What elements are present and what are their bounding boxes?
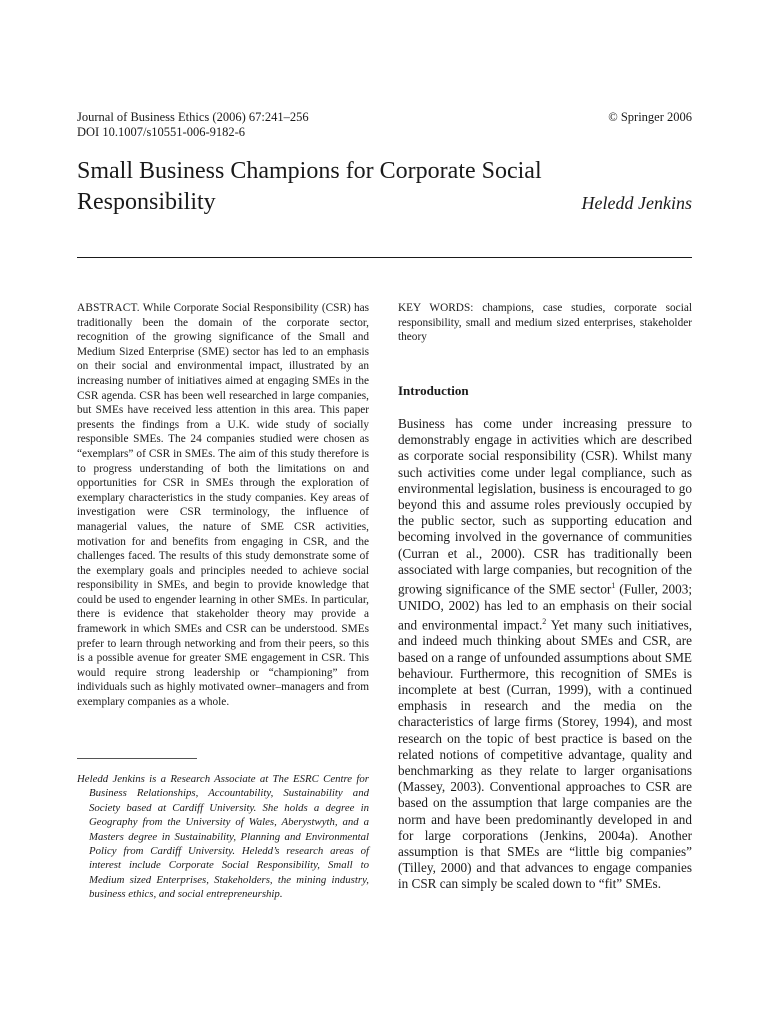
abstract-label: ABSTRACT.	[77, 302, 140, 314]
author-bio: Heledd Jenkins is a Research Associate at The ESRC Centre for Business Relationships, Accountability, Sustainability and Society based at Cardiff University. She holds a degree in Geography from the University of Wales, Aberystwyth, and a Masters degree in Sustainability, Planning and Environmental Policy from Cardiff University. Heledd’s research areas of interest include Corporate Social Responsibility, Small to Medium sized Enterprises, Stakeholders, the mining industry, business ethics, and social entrepreneurship.	[77, 773, 369, 901]
doi: DOI 10.1007/s10551-006-9182-6	[77, 125, 246, 139]
copyright-notice: © Springer 2006	[608, 110, 692, 124]
keywords-text: champions, case studies, corporate social responsibility, small and medium sized enterprises, stakeholder theory	[398, 302, 692, 344]
keywords-label: KEY WORDS:	[398, 302, 474, 314]
title-rule	[77, 257, 692, 258]
intro-text-2: (Fuller, 2003; UNIDO, 2002) has led to an emphasis on their social and environmental impact.	[398, 581, 692, 633]
intro-text-1: Business has come under increasing pressure to demonstrably engage in activities which are described as corporate social responsibility (CSR). Whilst many such activities come under legal compliance, such as environmental legislation, business is encouraged to go beyond this and assume roles previously occupied by the public sector, such as supporting education and becoming involved in the governance of communities (Curran et al., 2000). CSR has traditionally been associated with large companies, but recognition of the growing significance of the SME sector	[398, 416, 692, 597]
bio-divider	[77, 758, 197, 759]
abstract	[77, 301, 369, 710]
abstract-text: While Corporate Social Responsibility (CSR) has traditionally been the domain of the corporate sector, recognition of the growing significance of the Small and Medium Sized Enterprise (SME) sector has led to an emphasis on their social and environmental impact, illustrated by an increasing number of initiatives aimed at engaging SMEs in the CSR agenda. CSR has been well researched in large companies, but SMEs have received less attention in this area. This paper presents the findings from a U.K. wide study of socially responsible SMEs. The 24 companies studied were chosen as “exemplars” of CSR in SMEs. The aim of this study therefore is to progress understanding of both the limitations on and opportunities for CSR in SMEs through the exploration of exemplary characteristics in the study companies. Key areas of investigation were CSR terminology, the influence of managerial values, the nature of SME CSR activities, motivation for and benefits from engaging in CSR, and the challenges faced. The results of this study demonstrate some of the exemplary goals and principles needed to achieve social responsibility in SMEs, and begin to provide knowledge that could be used to engender learning in other SMEs. In particular, there is evidence that stakeholder theory may provide a framework in which SMEs and CSR can be understood. SMEs prefer to learn through networking and from their peers, so this is a possible avenue for greater SME engagement in CSR. This would require strong leadership or “championing” from individuals such as highly motivated owner–managers and from exemplary companies as a whole.	[77, 302, 370, 709]
section-heading-introduction: Introduction	[398, 383, 469, 398]
footnote-ref-1[interactable]: 1	[611, 581, 616, 591]
journal-header	[77, 110, 309, 140]
article-title: Small Business Champions for Corporate Social Responsibility	[77, 158, 542, 215]
introduction-paragraph	[398, 416, 692, 893]
journal-citation: Journal of Business Ethics (2006) 67:241–256	[77, 110, 309, 124]
keywords	[398, 301, 692, 345]
footnote-ref-2[interactable]: 2	[542, 616, 547, 626]
author-name: Heledd Jenkins	[581, 193, 692, 213]
intro-text-3: Yet many such initiatives, and indeed much thinking about SMEs and CSR, are based on a range of unfounded assumptions about SME behaviour. Furthermore, this recognition of SMEs is incomplete at best (Curran, 1999), with a continued emphasis in research and the media on the characteristics of large firms (Storey, 1994), and most research on the topic of best practice is based on the related notions of competitive advantage, quality and benchmarking as they relate to larger organisations (Massey, 2003). Conventional approaches to CSR are based on the assumption that large companies are the norm and have been predominantly developed in and for large corporations (Jenkins, 2004a). Another assumption is that SMEs are “little big companies” (Tilley, 2000) and that advances to engage companies in CSR can simply be scaled down to “fit” SMEs.	[398, 617, 692, 892]
